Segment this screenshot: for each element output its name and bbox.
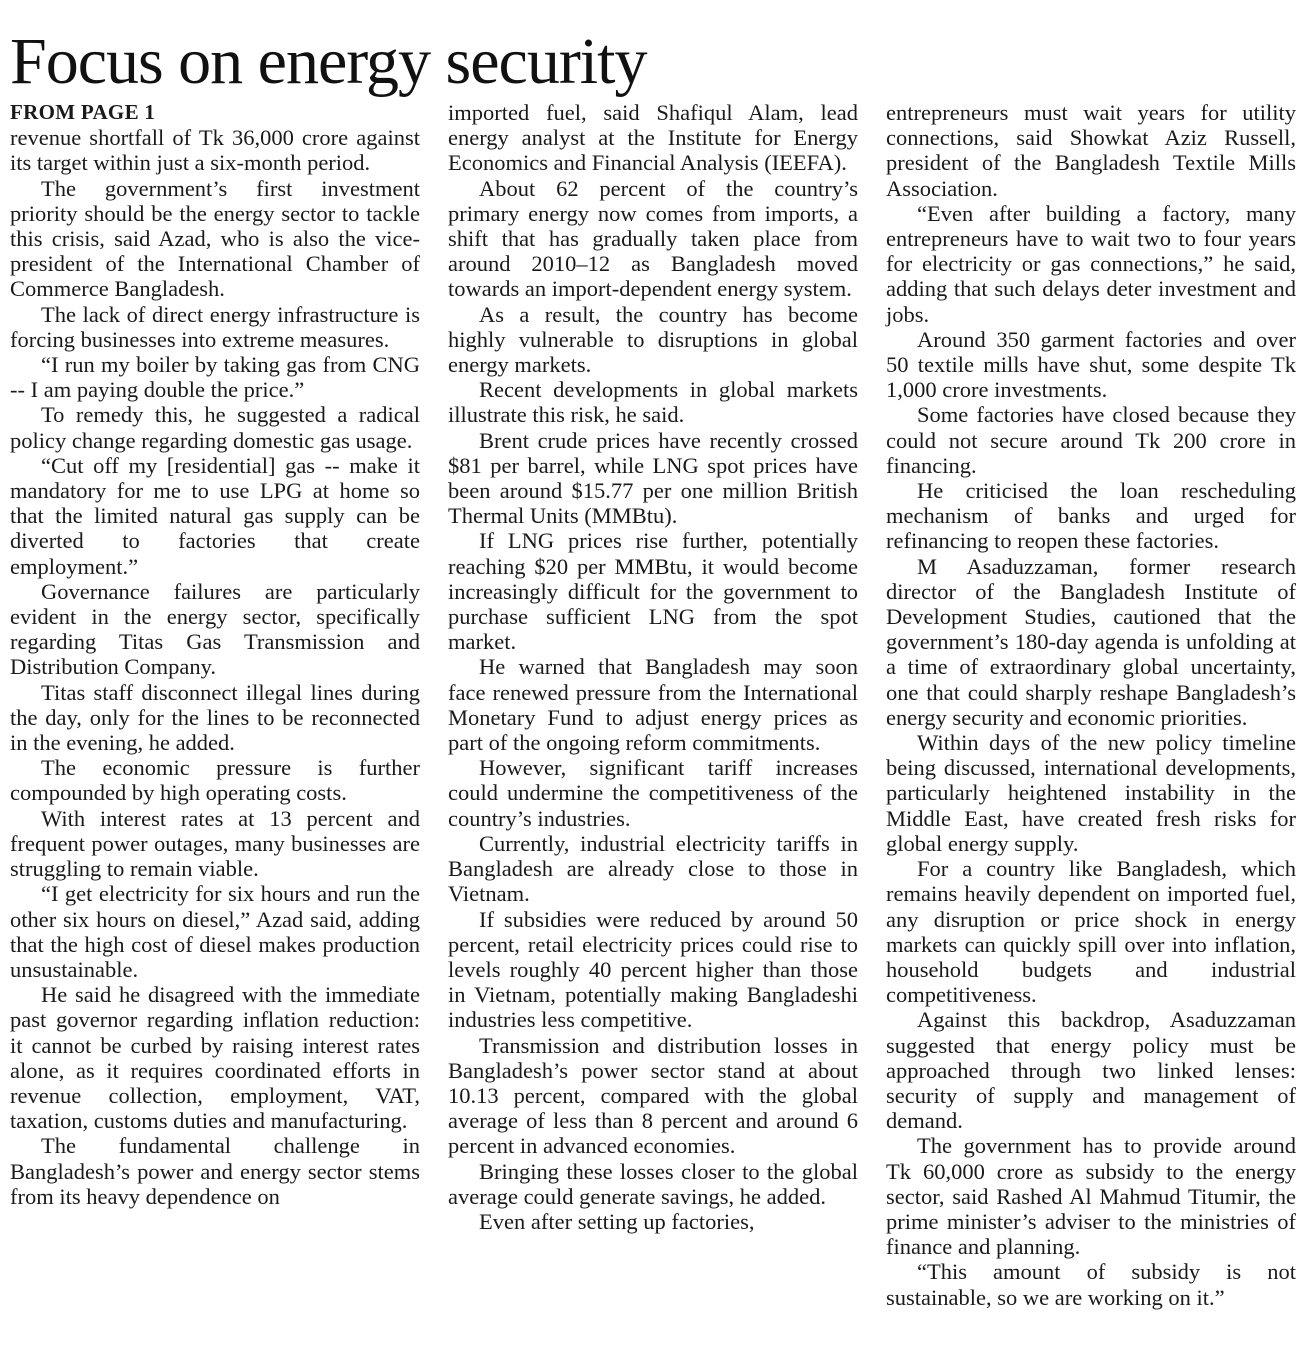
continued-from-label: FROM PAGE 1 — [10, 100, 156, 124]
paragraph: The economic pressure is further compounded by high operating costs. — [10, 755, 420, 806]
paragraph: However, significant tariff increases could undermine the competitiveness of the country’s industries. — [448, 755, 858, 831]
paragraph: With interest rates at 13 percent and frequent power outages, many businesses are struggling to remain viable. — [10, 805, 420, 882]
paragraph: Even after setting up factories, — [479, 1208, 755, 1234]
paragraph: As a result, the country has become highly vulnerable to disruptions in global energy markets. — [448, 301, 858, 378]
paragraph: “I run my boiler by taking gas from CNG -- I am paying double the price.” — [10, 352, 420, 403]
paragraph: imported fuel, said Shafiqul Alam, lead energy analyst at the Institute for Energy Economics and Financial Analysis (IEEFA). — [448, 100, 858, 176]
paragraph: About 62 percent of the country’s primary energy now comes from imports, a shift that has gradually taken place from around 2010–12 as Bangladesh moved towards an import-dependent energy system. — [448, 175, 858, 302]
paragraph: Transmission and distribution losses in Bangladesh’s power sector stand at about 10.13 percent, compared with the global average of less than 8 percent and around 6 percent in advanced economies. — [448, 1032, 858, 1159]
paragraph: If LNG prices rise further, potentially reaching $20 per MMBtu, it would become increasingly difficult for the government to purchase sufficient LNG from the spot market. — [448, 528, 858, 655]
paragraph: He warned that Bangladesh may soon face renewed pressure from the International Monetary Fund to adjust energy prices as part of the ongoing reform commitments. — [448, 654, 858, 756]
paragraph: “Cut off my [residential] gas -- make it mandatory for me to use LPG at home so that the limited natural gas supply can be diverted to factories that create employment.” — [10, 452, 420, 579]
paragraph: Currently, industrial electricity tariffs in Bangladesh are already close to those in Vietnam. — [448, 830, 858, 907]
paragraph: For a country like Bangladesh, which remains heavily dependent on imported fuel, any disruption or price shock in energy markets can quickly spill over into inflation, household budgets and industrial competitiveness. — [886, 856, 1296, 1008]
paragraph: He criticised the loan rescheduling mechanism of banks and urged for refinancing to reopen these factories. — [886, 478, 1296, 554]
paragraph: revenue shortfall of Tk 36,000 crore against its target within just a six-month period. — [10, 125, 420, 176]
paragraph: Titas staff disconnect illegal lines during the day, only for the lines to be reconnected in the evening, he added. — [10, 679, 420, 756]
paragraph: The government’s first investment priority should be the energy sector to tackle this crisis, said Azad, who is also the vice-president of the International Chamber of Commerce Bangladesh. — [10, 175, 420, 302]
paragraph: “Even after building a factory, many entrepreneurs have to wait two to four years for electricity or gas connections,” he said, adding that such delays deter investment and jobs. — [886, 200, 1296, 327]
article-column-3 — [886, 100, 1296, 1310]
paragraph: The fundamental challenge in Bangladesh’s power and energy sector stems from its heavy dependence on — [10, 1133, 420, 1209]
paragraph: If subsidies were reduced by around 50 percent, retail electricity prices could rise to levels roughly 40 percent higher than those in Vietnam, potentially making Bangladeshi industries less competitive. — [448, 906, 858, 1033]
paragraph: “This amount of subsidy is not sustainable, so we are working on it.” — [886, 1259, 1296, 1310]
paragraph: Recent developments in global markets illustrate this risk, he said. — [448, 377, 858, 428]
paragraph: Against this backdrop, Asaduzzaman suggested that energy policy must be approached through two linked lenses: security of supply and management of demand. — [886, 1007, 1296, 1134]
paragraph: The government has to provide around Tk 60,000 crore as subsidy to the energy sector, said Rashed Al Mahmud Titumir, the prime minister’s adviser to the ministries of finance and planning. — [886, 1133, 1296, 1260]
paragraph: M Asaduzzaman, former research director of the Bangladesh Institute of Development Studies, cautioned that the government’s 180-day agenda is unfolding at a time of extraordinary global uncertainty, one that could sharply reshape Bangladesh’s energy security and economic priorities. — [886, 553, 1296, 730]
article-column-1 — [10, 100, 420, 1209]
paragraph: To remedy this, he suggested a radical policy change regarding domestic gas usage. — [10, 402, 420, 453]
paragraph: “I get electricity for six hours and run the other six hours on diesel,” Azad said, adding that the high cost of diesel makes production unsustainable. — [10, 881, 420, 982]
paragraph: He said he disagreed with the immediate past governor regarding inflation reduction: it cannot be curbed by raising interest rates alone, as it requires coordinated efforts in revenue collection, employment, VAT, taxation, customs duties and manufacturing. — [10, 982, 420, 1134]
paragraph: Some factories have closed because they could not secure around Tk 200 crore in financing. — [886, 402, 1296, 478]
paragraph: The lack of direct energy infrastructure is forcing businesses into extreme measures. — [10, 301, 420, 352]
paragraph: Bringing these losses closer to the global average could generate savings, he added. — [448, 1158, 858, 1209]
article-column-2 — [448, 100, 858, 1234]
article-headline: Focus on energy security — [10, 25, 647, 98]
paragraph: Within days of the new policy timeline being discussed, international developments, particularly heightened instability in the Middle East, have created fresh risks for global energy supply. — [886, 730, 1296, 856]
paragraph: entrepreneurs must wait years for utility connections, said Showkat Aziz Russell, president of the Bangladesh Textile Mills Association. — [886, 100, 1296, 201]
paragraph: Governance failures are particularly evident in the energy sector, specifically regarding Titas Gas Transmission and Distribution Company. — [10, 578, 420, 680]
paragraph: Brent crude prices have recently crossed $81 per barrel, while LNG spot prices have been around $15.77 per one million British Thermal Units (MMBtu). — [448, 427, 858, 529]
paragraph: Around 350 garment factories and over 50 textile mills have shut, some despite Tk 1,000 crore investments. — [886, 326, 1296, 403]
